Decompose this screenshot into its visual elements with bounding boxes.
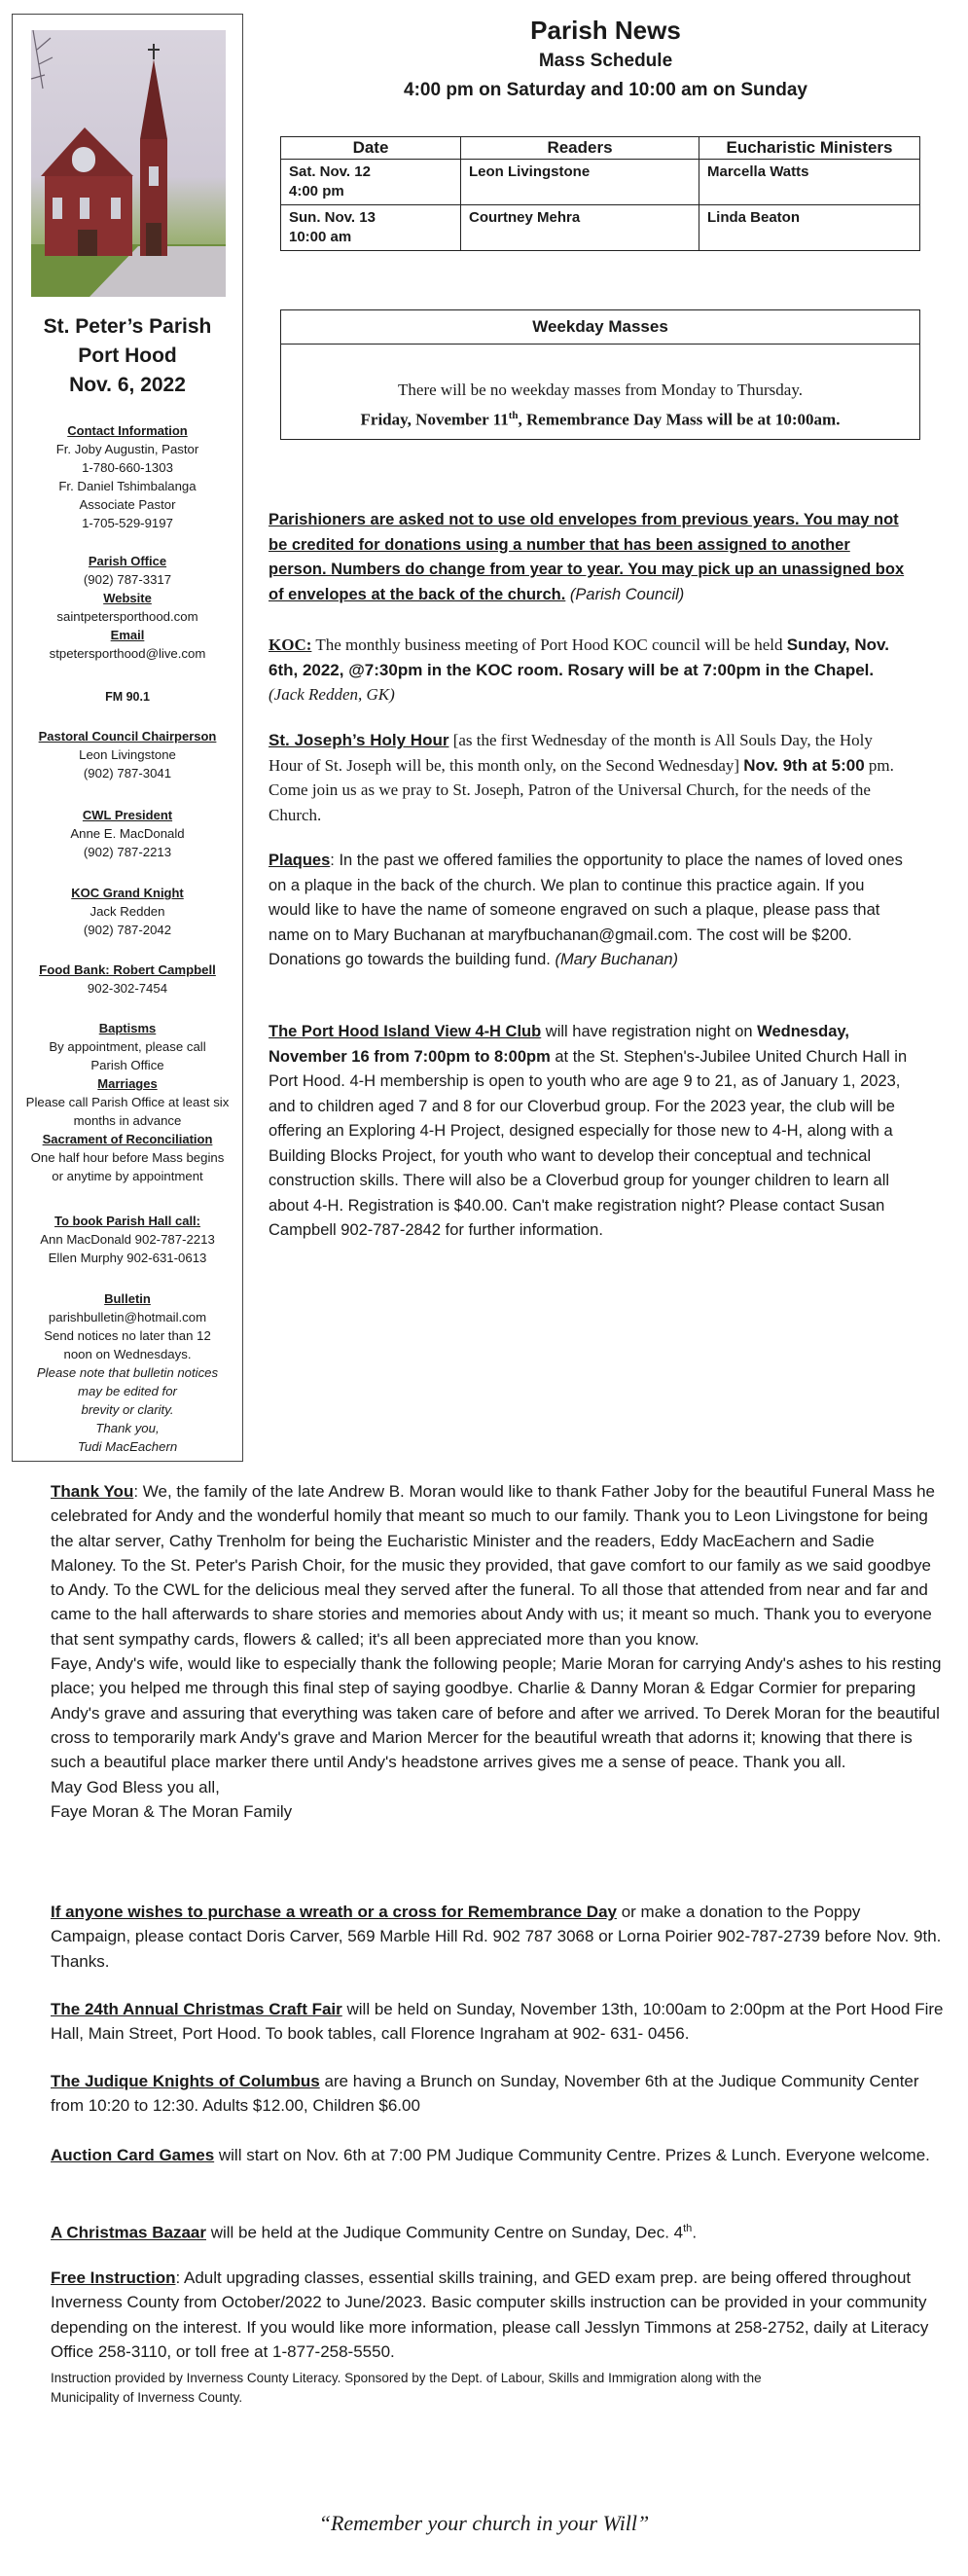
- date-line: Sat. Nov. 12: [289, 163, 371, 180]
- date-suffix: th: [683, 2223, 693, 2234]
- craft-fair-text: will be held on Sunday, November 13th, 10:00am to 2:00pm at the Port Hood Fire Hall, Main Street, Port Hood. To book tables, call Florence Ingraham at 902- 631- 0456.: [51, 2000, 944, 2044]
- reconciliation-heading: Sacrament of Reconciliation: [42, 1132, 213, 1146]
- website-link[interactable]: saintpetersporthood.com: [56, 609, 198, 624]
- remembrance-date: Friday, November 11: [360, 410, 509, 429]
- contact-heading: Contact Information: [67, 423, 188, 438]
- table-header-row: [281, 137, 920, 160]
- notice-thank-you: [51, 1479, 944, 1824]
- contact-line: Associate Pastor: [79, 497, 176, 512]
- thank-you-text: Faye, Andy's wife, would like to especially thank the following people; Marie Moran for carrying Andy's ashes to his resting place; you helped me through this final step of saying goodbye. Charlie & Danny Moran & Edgar Cormier for preparing Andy's grave and assuring that everything was taken care of before and after we arrived. To Derek Moran for the beautiful cross to temporarily mark Andy's grave and Marion Mercer for the beautiful wreath that adorns it; knowing that there is such a beautiful place marker there until Andy's headstone arrives gives me a sense of peace. Thank you all.: [51, 1654, 942, 1772]
- holy-hour-label: St. Joseph’s Holy Hour: [269, 731, 449, 749]
- hall-heading: To book Parish Hall call:: [54, 1214, 200, 1228]
- foodbank-section: [13, 961, 242, 998]
- koc-name: Jack Redden: [90, 904, 165, 919]
- column-header: Readers: [461, 137, 699, 160]
- bulletin-heading: Bulletin: [104, 1291, 151, 1306]
- weekday-heading: Weekday Masses: [281, 310, 919, 345]
- table-row: [281, 160, 920, 205]
- koc-text: The monthly business meeting of Port Hood KOC council will be held: [311, 635, 787, 654]
- bulletin-email[interactable]: parishbulletin@hotmail.com: [48, 1310, 207, 1324]
- 4h-text: at the St. Stephen's-Jubilee United Church Hall in Port Hood. 4-H membership is open to youth who are age 9 to 21, as of January 1, 2023, and to children aged 7 and 8 for our Cloverbud group. For the 2023 year, the club will be offering an Exploring 4-H Project, designed especially for those new to 4-H, along with a Building Blocks Project, for youth who want to develop their conceptual and technical construction skills. There will also be a Cloverbud group for younger children to learn all about 4-H. Registration is $40.00. Can't make registration night? Please contact Susan Campbell 902-787-2842 for further information.: [269, 1047, 908, 1239]
- auction-label: Auction Card Games: [51, 2146, 215, 2164]
- baptisms-line: By appointment, please call: [49, 1039, 206, 1054]
- free-instruction-label: Free Instruction: [51, 2268, 176, 2287]
- hall-contact: Ann MacDonald 902-787-2213: [40, 1232, 215, 1247]
- remembrance-mass-line: [281, 403, 919, 433]
- ministers-cell: Marcella Watts: [699, 160, 920, 205]
- time-line: 4:00 pm: [289, 183, 344, 200]
- office-heading: Parish Office: [88, 554, 167, 568]
- craft-fair-label: The 24th Annual Christmas Craft Fair: [51, 2000, 342, 2018]
- sacraments-section: [13, 1019, 242, 1185]
- table-row: [281, 205, 920, 251]
- email-link[interactable]: stpetersporthood@live.com: [49, 646, 206, 661]
- parish-location: Port Hood: [78, 345, 177, 367]
- cwl-phone: (902) 787-2213: [83, 845, 172, 859]
- thank-you-signature: Faye Moran & The Moran Family: [51, 1801, 293, 1821]
- bazaar-text: .: [692, 2223, 698, 2242]
- auction-text: will start on Nov. 6th at 7:00 PM Judique Community Centre. Prizes & Lunch. Everyone welcome.: [214, 2146, 930, 2164]
- notice-4h-club: [269, 1020, 911, 1244]
- notice-holy-hour: [269, 728, 911, 827]
- envelopes-text: Parishioners are asked not to use old envelopes from previous years. You may not be credited for donations using a number that has been assigned to another person. Numbers do change from year to year. You may pick up an unassigned box of envelopes at the back of the church.: [269, 511, 905, 603]
- baptisms-line: Parish Office: [90, 1058, 164, 1072]
- church-illustration: [31, 30, 226, 297]
- email-heading: Email: [110, 628, 145, 642]
- reconciliation-line: or anytime by appointment: [52, 1169, 203, 1183]
- contact-line: 1-780-660-1303: [82, 460, 173, 475]
- contact-line: Fr. Joby Augustin, Pastor: [55, 442, 199, 456]
- holy-hour-time: Nov. 9th at 5:00: [743, 755, 865, 775]
- bulletin-line: Send notices no later than 12: [44, 1328, 211, 1343]
- date-cell: [281, 205, 461, 251]
- cwl-section: [13, 806, 242, 861]
- thank-you-closing: May God Bless you all,: [51, 1777, 220, 1796]
- holy-hour-text: pm. Come join us as we pray to St. Joseph, Patron of the Universal Church, for the needs of the Church.: [269, 755, 894, 824]
- mass-schedule-table: [280, 136, 920, 251]
- free-instruction-sponsors: Instruction provided by Inverness County Literacy. Sponsored by the Dept. of Labour, Skills and Immigration along with the Municipality of Inverness County.: [51, 2371, 762, 2405]
- envelopes-credit: (Parish Council): [569, 585, 685, 603]
- koc-credit: (Jack Redden, GK): [269, 685, 395, 704]
- radio-frequency: FM 90.1: [105, 690, 150, 704]
- marriages-line: months in advance: [73, 1113, 182, 1128]
- notice-christmas-bazaar: [51, 2217, 944, 2245]
- foodbank-label: Food Bank: Robert Campbell: [39, 962, 216, 977]
- date-cell: [281, 160, 461, 205]
- notice-koc: [269, 633, 911, 707]
- website-heading: Website: [103, 591, 152, 605]
- judique-text: are having a Brunch on Sunday, November 6th at the Judique Community Center from 10:20 to 12:30. Adults $12.00, Children $6.00: [51, 2072, 919, 2116]
- thank-you-text: : We, the family of the late Andrew B. Moran would like to thank Father Joby for the beautiful Funeral Mass he celebrated for Andy and the wonderful homily that meant so much to our family. Thank you to Leon Livingstone for being the altar server, Cathy Trenholm for being the Eucharistic Minister and the readers, Eddy MacEachern and Sadie Maloney. To the St. Peter's Parish Choir, for the music they provided, that gave comfort to our family as we said goodbye to Andy. To the CWL for the delicious meal they served after the funeral. To all those that attended from near and far and came to the hall afterwards to share stories and memories about Andy with us; it meant so much. Thank you to everyone that sent sympathy cards, flowers & called; it's all been appreciated more than you know.: [51, 1482, 935, 1649]
- thank-you-label: Thank You: [51, 1482, 134, 1501]
- pastoral-phone: (902) 787-3041: [83, 766, 172, 780]
- date-suffix: th: [508, 410, 519, 421]
- reconciliation-line: One half hour before Mass begins: [30, 1150, 225, 1165]
- cwl-heading: CWL President: [82, 808, 173, 822]
- marriages-line: Please call Parish Office at least six: [25, 1095, 230, 1109]
- foodbank-phone: 902-302-7454: [87, 981, 168, 996]
- hall-contact: Ellen Murphy 902-631-0613: [48, 1251, 207, 1265]
- marriages-heading: Marriages: [97, 1076, 158, 1091]
- weekday-body: [281, 345, 919, 433]
- church-photo: [31, 30, 226, 297]
- 4h-text: will have registration night on: [541, 1023, 758, 1040]
- footer-quote: “Remember your church in your Will”: [318, 2511, 650, 2535]
- wreath-label: If anyone wishes to purchase a wreath or a cross for Remembrance Day: [51, 1903, 617, 1921]
- notice-craft-fair: [51, 1997, 944, 2047]
- time-line: 10:00 am: [289, 229, 352, 245]
- 4h-club-label: The Port Hood Island View 4-H Club: [269, 1023, 542, 1040]
- pastoral-heading: Pastoral Council Chairperson: [38, 729, 217, 744]
- bazaar-text: will be held at the Judique Community Centre on Sunday, Dec. 4: [206, 2223, 684, 2242]
- plaques-text: : In the past we offered families the opportunity to place the names of loved ones on a plaque in the back of the church. We plan to continue this practice again. If you would like to have the name of someone engraved on such a plaque, please pass that name on to Mary Buchanan at maryfbuchanan@gmail.com. The cost will be $200. Donations go towards the building fund.: [269, 852, 903, 968]
- plaques-credit: (Mary Buchanan): [555, 951, 679, 968]
- remembrance-detail: , Remembrance Day Mass will be at 10:00am.: [518, 410, 841, 429]
- notice-free-instruction: [51, 2266, 944, 2364]
- wreath-text: or make a donation to the Poppy Campaign, please contact Doris Carver, 569 Marble Hill Rd. 902 787 3068 or Lorna Poirier 902-787-2739 before Nov. 9th. Thanks.: [51, 1903, 942, 1971]
- mass-times: 4:00 pm on Saturday and 10:00 am on Sunday: [404, 80, 807, 100]
- bulletin-note: brevity or clarity.: [81, 1402, 174, 1417]
- pastoral-name: Leon Livingstone: [79, 747, 176, 762]
- free-instruction-text: : Adult upgrading classes, essential skills training, and GED exam prep. are being offered throughout Inverness County from October/2022 to June/2023. Basic computer skills instruction can be provided in your community depending on the interest. If you would like more information, please call Jesslyn Timmons at 258-2752, daily at Literacy Office 258-3110, or toll free at 1-877-258-5550.: [51, 2268, 929, 2361]
- readers-cell: Leon Livingstone: [461, 160, 699, 205]
- bulletin-line: noon on Wednesdays.: [63, 1347, 192, 1361]
- pastoral-section: [13, 727, 242, 782]
- notice-judique-brunch: [51, 2069, 944, 2119]
- cwl-name: Anne E. MacDonald: [70, 826, 185, 841]
- koc-meeting-time: Sunday, Nov. 6th, 2022, @7:30pm in the KOC room. Rosary will be at 7:00pm in the Chapel.: [269, 635, 889, 679]
- column-header: Date: [281, 137, 461, 160]
- hall-section: [13, 1212, 242, 1267]
- contact-line: Fr. Daniel Tshimbalanga: [58, 479, 197, 493]
- sidebar: [12, 14, 243, 1462]
- koc-phone: (902) 787-2042: [83, 923, 172, 937]
- holy-hour-text: [as the first Wednesday of the month is All Souls Day, the Holy Hour of St. Joseph will be, this month only, on the Second Wednesday]: [269, 731, 873, 775]
- contact-section: [13, 421, 242, 532]
- weekday-masses-box: [280, 309, 920, 440]
- contact-line: 1-705-529-9197: [82, 516, 173, 530]
- notice-remembrance-wreath: [51, 1900, 944, 1974]
- notice-envelopes: [269, 508, 911, 607]
- koc-heading: KOC Grand Knight: [71, 886, 184, 900]
- bulletin-date: Nov. 6, 2022: [69, 374, 186, 396]
- bulletin-note: may be edited for: [78, 1384, 177, 1398]
- bulletin-section: [13, 1289, 242, 1456]
- koc-section: [13, 884, 242, 939]
- plaques-label: Plaques: [269, 852, 331, 869]
- ministers-cell: Linda Beaton: [699, 205, 920, 251]
- notice-auction-card-games: [51, 2143, 944, 2167]
- koc-label: KOC:: [269, 635, 312, 654]
- bulletin-note: Please note that bulletin notices: [36, 1365, 219, 1380]
- bulletin-signature: Tudi MacEachern: [77, 1439, 178, 1454]
- bulletin-note: Thank you,: [95, 1421, 160, 1435]
- bazaar-label: A Christmas Bazaar: [51, 2223, 206, 2242]
- page-title: Parish News: [530, 16, 681, 45]
- weekday-line: There will be no weekday masses from Monday to Thursday.: [398, 381, 803, 399]
- judique-label: The Judique Knights of Columbus: [51, 2072, 320, 2090]
- office-phone: (902) 787-3317: [83, 572, 172, 587]
- column-header: Eucharistic Ministers: [699, 137, 920, 160]
- office-section: [13, 552, 242, 663]
- readers-cell: Courtney Mehra: [461, 205, 699, 251]
- date-line: Sun. Nov. 13: [289, 209, 376, 226]
- 4h-registration-time: Wednesday, November 16 from 7:00pm to 8:00pm: [269, 1023, 849, 1066]
- mass-schedule-heading: Mass Schedule: [538, 51, 673, 71]
- parish-name: St. Peter’s Parish: [43, 315, 212, 338]
- notice-plaques: [269, 849, 911, 973]
- baptisms-heading: Baptisms: [98, 1021, 157, 1035]
